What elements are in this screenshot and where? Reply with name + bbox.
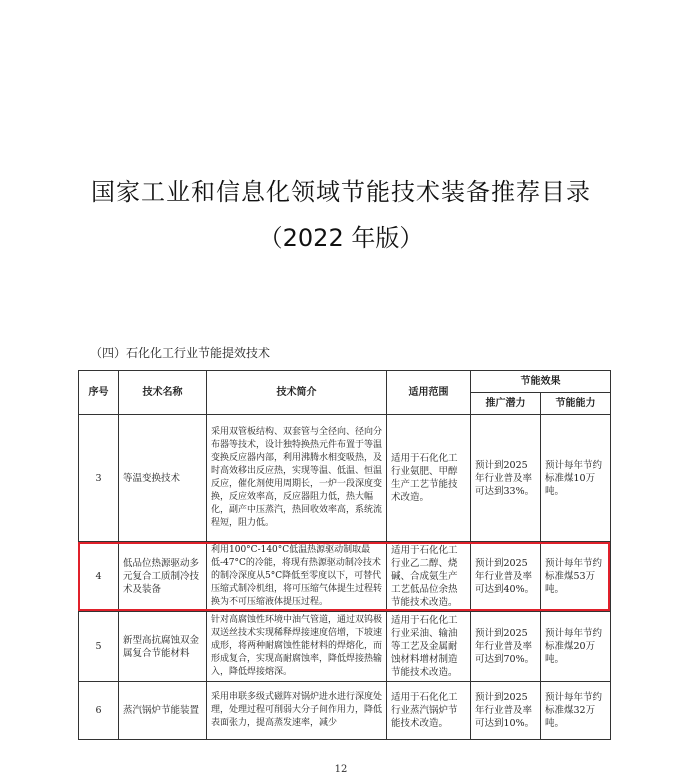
header-scope: 适用范围 [387, 371, 471, 415]
row-index: 3 [79, 415, 119, 542]
document-title: 国家工业和信息化领域节能技术装备推荐目录 [91, 178, 591, 206]
row-capacity: 预计每年节约标准煤53万吨。 [541, 542, 611, 612]
header-potential: 推广潜力 [471, 393, 541, 415]
row-scope: 适用于石化化工行业乙二醇、烧碱、合成氨生产工艺低品位余热节能技术改造。 [387, 542, 471, 612]
row-index: 5 [79, 612, 119, 682]
document-subtitle: （2022 年版） [258, 224, 424, 252]
row-capacity: 预计每年节约标准煤10万吨。 [541, 415, 611, 542]
section-heading: （四）石化化工行业节能提效技术 [90, 346, 271, 360]
row-potential: 预计到2025年行业普及率可达到70%。 [471, 612, 541, 682]
header-capacity: 节能能力 [541, 393, 611, 415]
row-name: 等温变换技术 [119, 415, 207, 542]
row-name: 蒸汽锅炉节能装置 [119, 682, 207, 740]
row-scope: 适用于石化化工行业采油、输油等工艺及金属耐蚀材料增材制造节能技术改造。 [387, 612, 471, 682]
table-row [79, 682, 611, 740]
row-intro: 采用双管板结构、双套管与全径向、径向分布器等技术，设计独特换热元件布置于等温变换反应器内部，利用沸腾水相变吸热，及时高效移出反应热，实现等温、低温、恒温反应，催化剂使用周期长，一炉一段深度变换，反应效率高，反应器阻力低，热大幅化，副产中压蒸汽，热回收效率高，系统流程短，阻力低。 [207, 415, 387, 542]
row-capacity: 预计每年节约标准煤32万吨。 [541, 682, 611, 740]
header-effect: 节能效果 [471, 371, 611, 393]
row-capacity: 预计每年节约标准煤20万吨。 [541, 612, 611, 682]
row-potential: 预计到2025年行业普及率可达到10%。 [471, 682, 541, 740]
row-scope: 适用于石化化工行业氨肥、甲醇生产工艺节能技术改造。 [387, 415, 471, 542]
row-index: 6 [79, 682, 119, 740]
row-intro: 针对高腐蚀性环境中油气管道，通过双钨极双送丝技术实现稀释焊接速度倍增，下坡速成形，将两种耐腐蚀性能材料的焊熔化，而形成复合，实现高耐腐蚀率，降低焊接热输入，降低焊接熔深。 [207, 612, 387, 682]
technology-table [78, 370, 611, 740]
row-name: 新型高抗腐蚀双金属复合节能材料 [119, 612, 207, 682]
table-row [79, 415, 611, 542]
header-name: 技术名称 [119, 371, 207, 415]
row-intro: 利用100°C-140°C低温热源驱动制取最低-47°C的冷能，将现有热源驱动制冷技术的制冷深度从5°C降低至零度以下，可替代压缩式制冷机组，将可压缩气体提生过程转换为不可压缩液体提压过程。 [207, 542, 387, 612]
header-intro: 技术简介 [207, 371, 387, 415]
row-potential: 预计到2025年行业普及率可达到33%。 [471, 415, 541, 542]
row-intro: 采用串联多级式磁阵对锅炉进水进行深度处理，处理过程可削弱大分子间作用力，降低表面张力，提高蒸发速率，减少 [207, 682, 387, 740]
row-potential: 预计到2025年行业普及率可达到40%。 [471, 542, 541, 612]
header-index: 序号 [79, 371, 119, 415]
row-scope: 适用于石化化工行业蒸汽锅炉节能技术改造。 [387, 682, 471, 740]
row-name: 低品位热源驱动多元复合工质制冷技术及装备 [119, 542, 207, 612]
table-row [79, 542, 611, 612]
row-index: 4 [79, 542, 119, 612]
page-number: 12 [334, 764, 348, 775]
table-row [79, 612, 611, 682]
